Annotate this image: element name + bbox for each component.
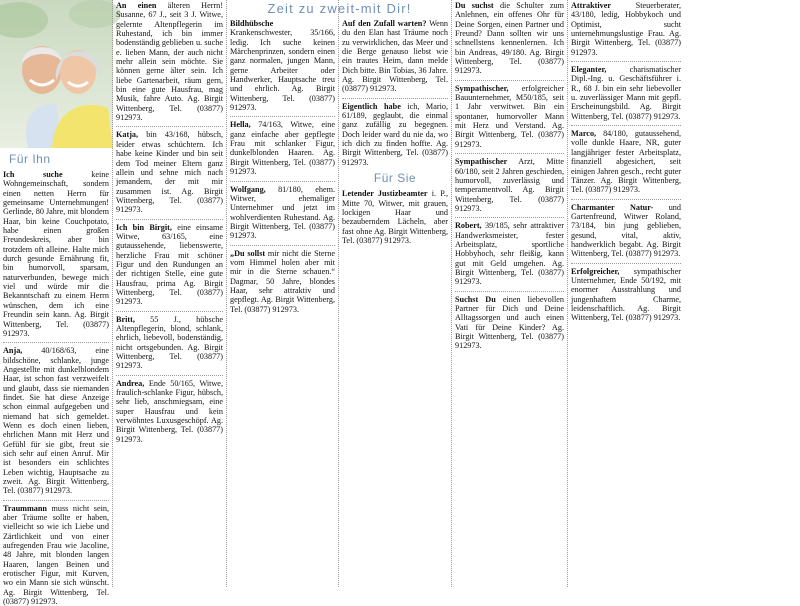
column-5 [452,0,568,587]
ad-entry: Eigentlich habe ich, Mario, 61/189, geglaubt, die einmal ganz zufällig zu begegnen. Doch leider ward du nie da, wo ich dich zu finden hoffte. Ag. Birgit Wittenberg, Tel. (03877) 912973. [342,101,448,167]
ad-entry: „Du sollst mir nicht die Sterne vom Himmel holen aber mit mir in die Sterne schauen.“ Dagmar, 50 Jahre, blondes Haar, sehr attraktiv und gepflegt. Ag. Birgit Wittenberg, Tel. (03877) 912973. [230,248,335,314]
ad-entry: Erfolgreicher, sympathischer Unternehmer, Ende 50/192, mit enormer Ausstrahlung und jungenhaftem Charme, leidenschaftlich. Ag. Birgit Wittenberg, Tel. (03877) 912973. [571,266,681,323]
ad-entry: Auf den Zufall warten? Wenn du den Elan hast Träume noch zu verwirklichen, das Meer und die Berge genauso liebst wie ein trautes Heim, dann melde Dich bitte. Bin Tobias, 36 Jahre. Ag. Birgit Wittenberg, Tel. (03877) 912973. [342,19,449,94]
ad-entry: Robert, 39/185, sehr attraktiver Handwerksmeister, fester Arbeitsplatz, sportliche Hobbyhoch, sehr fleißig, kann gut mit Geld umgehen. Ag. Birgit Wittenberg, Tel. (03877) 912973. [455,221,564,287]
section-heading-fuer-ihn: Für Ihn [9,152,51,166]
ad-entry: Bildhübsche Krankenschwester, 35/166, ledig. Ich suche keinen Märchenprinzen, sondern einen ganz normalen, jungen Mann, gerne Arbeiter oder Handwerker, Hauptsache treu und ehrlich. Ag. Birgit Wittenberg, Tel. (03877) 912973. [230,19,335,113]
ad-entry: Ich bin Birgit, eine einsame Witwe, 63/165, eine gutaussehende, liebenswerte, herzliche Frau mit schöner Figur und den Rundungen an der richtigen Stelle, eine gute Hausfrau, prima Ag. Birgit Wittenberg, Tel. (03877) 912973. [116,222,223,307]
ad-entry: An einen älteren Herrn! Susanne, 67 J., seit 3 J. Witwe, gelernte Altenpflegerin im Ruhestand, ich bin immer bodenständig geblieben u. suche e. lieben Mann, der auch nicht mehr allein sein möchte. Sie können gerne älter sein. Ich liebe Gartenarbeit, räum gern, bin eine gute Hausfrau, mag Musik, fahre Auto. Ag. Birgit Wittenberg, Tel. (03877) 912973. [116,1,224,123]
ad-entry: Anja, 40/168/63, eine bildschöne, schlanke, junge Angestellte mit dunkelblondem Haar, ist schon fast verzweifelt und glaubt, dass sie niemanden findet. Sie hat diese Anzeige schon einmal aufgegeben und niemand hat sich gemeldet. Wenn es doch einen lieben, ehrlichen Mann mit Herz und Gefühl für sie gibt, freut sie sich sehr auf einen Anruf. Mir ist besonders ein schlichtes Leben wichtig, Hauptsache zu zweit. Ag. Birgit Wittenberg, Tel. (03877) 912973. [3,346,109,496]
ad-entry: Charmanter Natur- und Gartenfreund, Witwer Roland, 73/184, bin jung geblieben, gesund, vital, aktiv, handwerklich begabt. Ag. Birgit Wittenberg, Tel. (03877) 912973. [571,202,681,259]
column-6 [568,0,684,587]
section-heading-fuer-sie: Für Sie [373,171,417,186]
ad-entry: Marco, 84/180, gutaussehend, volle dunkle Haare, NR, guter langjähriger fester Arbeitsplatz, finanziell abgesichert, seit einigen Jahren gesch., recht guter Tänzer. Ag. Birgit Wittenberg, Tel. (03877) 912973. [571,129,681,195]
ad-entry: Du suchst die Schulter zum Anlehnen, ein offenes Ohr für Deine Sorgen, einen Partner und Freund? Dann sollten wir uns schnellstens kennenlernen. Ich bin Andreas, 49/180. Ag. Birgit Wittenberg, Tel. (03877) 912973. [455,1,564,76]
ad-entry: Sympathischer, erfolgreicher Bauunternehmer, M50/185, seit 1 Jahr verwitwet. Bin ein spontaner, humorvoller Mann mit Herz und Verstand. Ag. Birgit Wittenberg, Tel. (03877) 912973. [455,83,564,149]
column-3 [227,0,339,587]
ad-entry: Eleganter, charismatischer Dipl.-Ing. u. Geschäftsführer i. R., 68 J. bin ein sehr liebevoller u. zuverlässiger Mann mit gepfl. Erscheinungsbild. Ag. Birgit Wittenberg, Tel. (03877) 912973. [571,65,681,121]
banner-title: Zeit zu zweit-mit Dir! [267,1,412,16]
ad-entry: Wolfgang, 81/180, ehem. Witwer, ehemaliger Unternehmer und jetzt im wohlverdienten Ruhestand. Ag. Birgit Wittenberg, Tel. (03877) 912973. [230,184,335,241]
ad-entry: Traummann muss nicht sein, aber Träume sollte er haben, vielleicht so wie ich Liebe und Zärtlichkeit und von einer aufregenden Frau wie Jacoline, 48 Jahre, mit blonden langen Haaren, langen Beinen und erotischer Figur, mit Kurven, wo ein Mann sie sich wünscht. Ag. Birgit Wittenberg, Tel. (03877) 912973. [3,503,109,606]
ad-entry: Britt, 55 J., hübsche Altenpflegerin, blond, schlank, ehrlich, liebevoll, bodenständig, nicht ortsgebunden. Ag. Birgit Wittenberg, Tel. (03877) 912973. [116,314,223,371]
ad-entry: Ich suche keine Wohngemeinschaft, sondern einen netten Herrn für gemeinsame Unternehmungen! Gerlinde, 80 Jahre, mit blondem Haar, bin keine Couchpotato, habe einen großen Freundeskreis, aber bin trotzdem oft alleine. Halte mich durch gesunde Ernährung fit, bin humorvoll, sparsam, naturverbunden, bewege mich viel und würde mir die Bekanntschaft zu einem Herrn wünschen, dem ich eine Freundin sein kann. Ag. Birgit Wittenberg, Tel. (03877) 912973. [3,170,110,338]
ad-entry: Attraktiver Steuerberater, 43/180, ledig, Hobbykoch und Optimist, sucht unternehmungslustige Frau. Ag. Birgit Wittenberg, Tel. (03877) 912973. [571,1,681,57]
ad-entry: Sympathischer Arzt, Mitte 60/180, seit 2 Jahren geschieden, humorvoll, zuverlässig und temperamentvoll. Ag. Birgit Wittenberg, Tel. (03877) 912973. [455,157,564,213]
column-1 [0,0,113,606]
ad-entry: Letender Justizbeamter i. P., Mitte 70, Witwer, mit grauen, lockigen Haar und bezauberndem Lächeln, aber fast ohne Ag. Birgit Wittenberg, Tel. (03877) 912973. [342,189,449,245]
ad-entry: Hella, 74/163, Witwe, eine ganz einfache aber gepflegte Frau mit schlanker Figur, dunkelblonden Haaren. Ag. Birgit Wittenberg, Tel. (03877) 912973. [230,120,335,177]
ad-entry: Katja, bin 43/168, hübsch, leider etwas schüchtern. Ich habe keine Kinder und bin seit dem Tod meiner Eltern ganz allein und sehne mich nach jemandem, der mit mir zusammen ist. Ag. Birgit Wittenberg, Tel. (03877) 912973. [116,130,223,215]
column-2 [113,0,227,587]
column-4 [339,0,452,587]
ad-entry: Suchst Du einen liebevollen Partner für Dich und Deine Alltagssorgen und auch einen Vati für Deine Kinder? Ag. Birgit Wittenberg, Tel. (03877) 912973. [455,294,564,351]
ad-entry: Andrea, Ende 50/165, Witwe, fraulich-schlanke Figur, hübsch, sehr lieb, anschmiegsam, eine super Hausfrau und kein verwöhntes Luxusgeschöpf. Ag. Birgit Wittenberg, Tel. (03877) 912973. [116,378,223,444]
